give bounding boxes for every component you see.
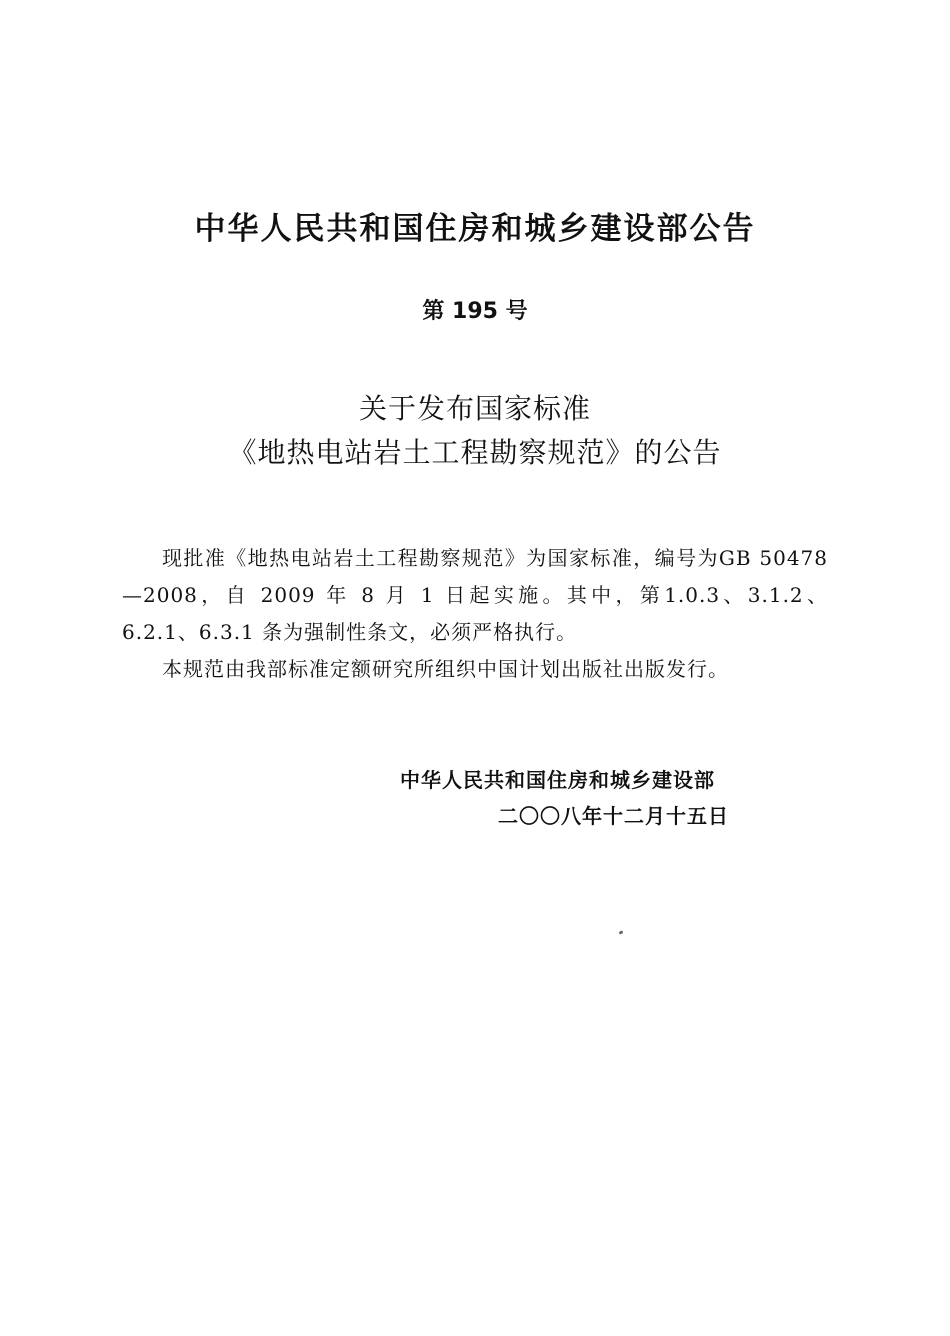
announcement-subtitle [0,388,950,474]
body-paragraph-2: 本规范由我部标准定额研究所组织中国计划出版社出版发行。 [162,657,729,681]
scan-speck [619,930,624,935]
subtitle-line-2: 《地热电站岩土工程勘察规范》的公告 [228,436,722,469]
announcement-number: 第 195 号 [422,299,528,324]
announcement-title: 中华人民共和国住房和城乡建设部公告 [194,211,756,247]
body-paragraph-1: 现批准《地热电站岩土工程勘察规范》为国家标准，编号为GB 50478—2008，自 2009 年 8 月 1 日起实施。其中，第1.0.3、3.1.2、6.2.1、6.3.1 条为强制性条文，必须严格执行。 [122,546,828,644]
issuer-signature: 中华人民共和国住房和城乡建设部 [400,768,715,792]
subtitle-line-1: 关于发布国家标准 [358,392,591,425]
announcement-body [122,540,828,688]
issue-date: 二〇〇八年十二月十五日 [498,804,729,828]
